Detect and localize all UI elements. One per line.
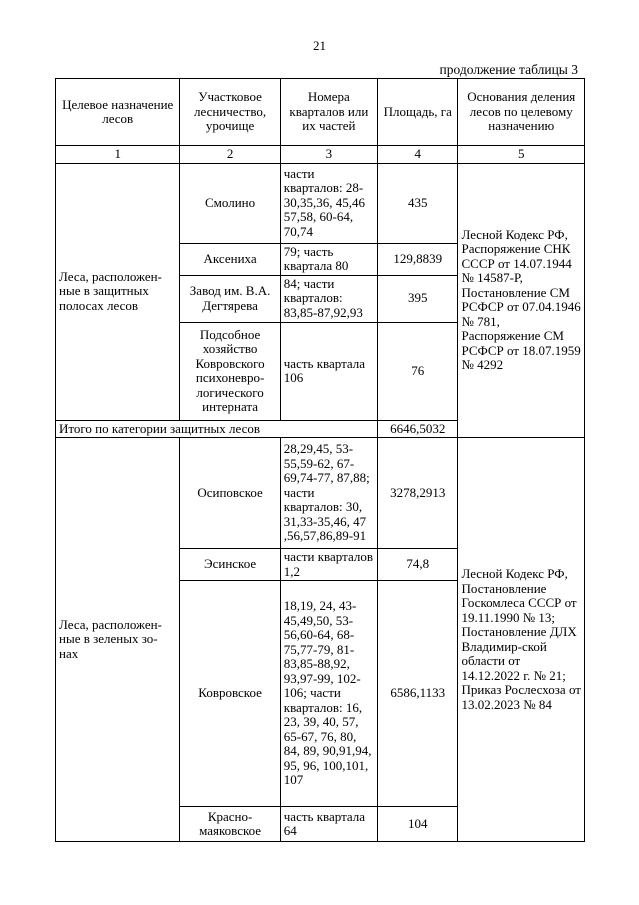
quarters-cell: 18,19, 24, 43-45,49,50, 53-56,60-64, 68-75,77-79, 81-83,85-88,92, 93,97-99, 102-106; части кварталов: 16, 23, 39, 40, 57, 65-67, 76, 80, 84, 89, 90,91,94, 95, 96, 100,101, 107 [280,581,377,807]
basis-cell: Лесной Кодекс РФ, Распоряжение СНК СССР от 14.07.1944 № 14587-Р, Постановление СМ РСФСР от 07.04.1946 № 781, Распоряжение СМ РСФСР от 18.07.1959 № 4292 [458,163,585,438]
table-continuation-label: продолжение таблицы 3 [439,62,578,77]
header-quarters: Номера кварталов или их частей [280,79,377,146]
header-basis: Основания деления лесов по целевому назначению [458,79,585,146]
district-cell: Смолино [180,163,280,243]
table-header-row [56,79,585,146]
table-row [56,438,585,549]
header-purpose: Целевое назначение лесов [56,79,180,146]
quarters-cell: часть квартала 64 [280,807,377,842]
page-number: 21 [313,38,326,53]
quarters-cell: части кварталов 1,2 [280,549,377,581]
district-cell: Ковровское [180,581,280,807]
district-cell: Аксениха [180,243,280,275]
total-label: Итого по категории защитных лесов [56,420,378,438]
district-cell: Подсобное хозяйство Ковровского психоневро-логического интерната [180,322,280,420]
area-cell: 3278,2913 [377,438,458,549]
area-cell: 76 [377,322,458,420]
area-cell: 395 [377,275,458,322]
purpose-cell: Леса, расположен-ные в зеленых зо-нах [56,438,180,842]
quarters-cell: 28,29,45, 53-55,59-62, 67-69,74-77, 87,88; части кварталов: 30, 31,33-35,46, 47 ,56,57,86,89-91 [280,438,377,549]
quarters-cell: части кварталов: 28-30,35,36, 45,46 57,58, 60-64, 70,74 [280,163,377,243]
area-cell: 435 [377,163,458,243]
header-district: Участковое лесничество, урочище [180,79,280,146]
district-cell: Осиповское [180,438,280,549]
quarters-cell: 84; части кварталов: 83,85-87,92,93 [280,275,377,322]
area-cell: 74,8 [377,549,458,581]
column-number: 5 [458,146,585,164]
column-number: 2 [180,146,280,164]
basis-cell: Лесной Кодекс РФ, Постановление Госкомлеса СССР от 19.11.1990 № 13; Постановление ДЛХ Владимир-ской области от 14.12.2022 г. № 21; Приказ Рослесхоза от 13.02.2023 № 84 [458,438,585,842]
area-cell: 129,8839 [377,243,458,275]
column-number: 4 [377,146,458,164]
header-area: Площадь, га [377,79,458,146]
area-cell: 104 [377,807,458,842]
column-number: 1 [56,146,180,164]
quarters-cell: часть квартала 106 [280,322,377,420]
purpose-cell: Леса, расположен-ные в защитных полосах лесов [56,163,180,420]
district-cell: Эсинское [180,549,280,581]
total-area: 6646,5032 [377,420,458,438]
district-cell: Красно-маяковское [180,807,280,842]
table-row [56,163,585,243]
column-number: 3 [280,146,377,164]
area-cell: 6586,1133 [377,581,458,807]
column-number-row [56,146,585,164]
district-cell: Завод им. В.А. Дегтярева [180,275,280,322]
quarters-cell: 79; часть квартала 80 [280,243,377,275]
forest-purpose-table [55,78,585,842]
